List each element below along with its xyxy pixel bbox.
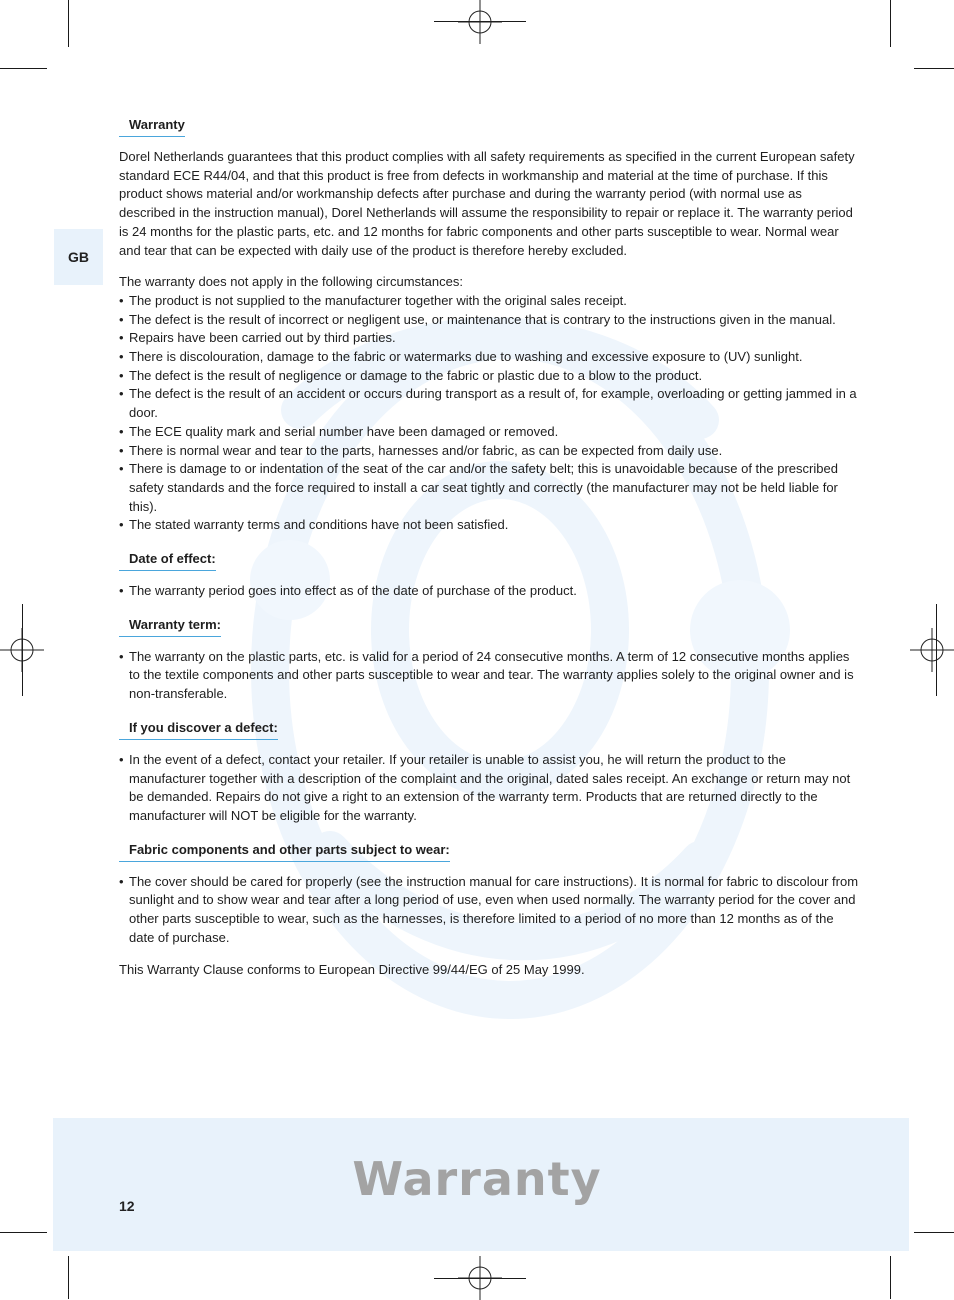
crop-mark [0,1232,47,1233]
list-item: • There is damage to or indentation of the seat of the car and/or the safety belt; this is unavoidable because of the prescribed safety standards and the force required to install a car seat tightly and correctly (the manufacturer may not be held liable for this). [119,460,859,516]
defect-list [119,751,859,826]
list-item: • The warranty on the plastic parts, etc. is valid for a period of 24 consecutive months. A term of 12 consecutive months applies to the textile components and other parts susceptible to wear and tear. The warranty applies solely to the original owner and is non-transferable. [119,648,859,704]
page-number: 12 [119,1198,135,1214]
date-of-effect-list [119,582,859,601]
list-item: • The cover should be cared for properly (see the instruction manual for care instructions). It is normal for fabric to discolour from sunlight and to show wear and tear after a long period of use, even when used normally. The warranty period for the cover and other parts susceptible to wear, such as the harnesses, is therefore limited to a period of no more than 12 months as of the date of purchase. [119,873,859,948]
crop-mark [914,1232,954,1233]
crop-mark [68,0,69,47]
section-heading-defect: If you discover a defect: [119,719,278,740]
list-item: • The stated warranty terms and conditions have not been satisfied. [119,516,859,535]
list-item: • There is normal wear and tear to the parts, harnesses and/or fabric, as can be expected from daily use. [119,442,859,461]
exclusions-intro: The warranty does not apply in the following circumstances: [119,274,463,290]
section-heading-date-of-effect: Date of effect: [119,550,216,571]
list-item: • The defect is the result of negligence or damage to the fabric or plastic due to a blow to the product. [119,367,859,386]
crop-mark [0,68,47,69]
section-heading-fabric: Fabric components and other parts subject to wear: [119,841,450,862]
registration-target-icon [458,0,502,44]
language-tab-label: GB [68,249,89,265]
section-heading-warranty-term: Warranty term: [119,616,221,637]
closing-statement: This Warranty Clause conforms to European Directive 99/44/EG of 25 May 1999. [119,961,585,977]
list-item: • The product is not supplied to the manufacturer together with the original sales receipt. [119,292,859,311]
registration-target-icon [458,1256,502,1300]
crop-mark [68,1256,69,1299]
list-item: • In the event of a defect, contact your retailer. If your retailer is unable to assist you, he will return the product to the manufacturer together with a description of the complaint and the original, dated sales receipt. An exchange or return may not be demanded. Repairs do not give a right to an extension of the warranty term. Products that are returned directly to the manufacturer will NOT be eligible for the warranty. [119,751,859,826]
footer-title: Warranty [352,1152,602,1206]
section-heading-warranty: Warranty [119,116,185,137]
language-tab [54,229,103,285]
list-item: • The ECE quality mark and serial number have been damaged or removed. [119,423,859,442]
registration-target-icon [910,628,954,672]
warranty-document [119,116,859,979]
fabric-list [119,873,859,948]
warranty-paragraph: Dorel Netherlands guarantees that this product complies with all safety requirements as specified in the current European safety standard ECE R44/04, and that this product is free from defects in workmanship and material at the time of purchase. If this product shows material and/or workmanship defects after purchase and during the warranty period (with normal use as described in the instruction manual), Dorel Netherlands will assume the responsibility to repair or replace it. The warranty period is 24 months for the plastic parts, etc. and 12 months for fabric components and other parts susceptible to wear. Normal wear and tear that can be expected with daily use of the product is therefore hereby excluded. [119,149,855,258]
list-item: • There is discolouration, damage to the fabric or watermarks due to washing and excessive exposure to (UV) sunlight. [119,348,859,367]
registration-target-icon [0,628,44,672]
list-item: • The defect is the result of incorrect or negligent use, or maintenance that is contrary to the instructions given in the manual. [119,311,859,330]
crop-mark [890,1256,891,1299]
list-item: • Repairs have been carried out by third parties. [119,329,859,348]
list-item: • The warranty period goes into effect as of the date of purchase of the product. [119,582,859,601]
crop-mark [890,0,891,47]
list-item: • The defect is the result of an accident or occurs during transport as a result of, for example, overloading or getting jammed in a door. [119,385,859,422]
crop-mark [914,68,954,69]
exclusions-list [119,292,859,535]
warranty-term-list [119,648,859,704]
